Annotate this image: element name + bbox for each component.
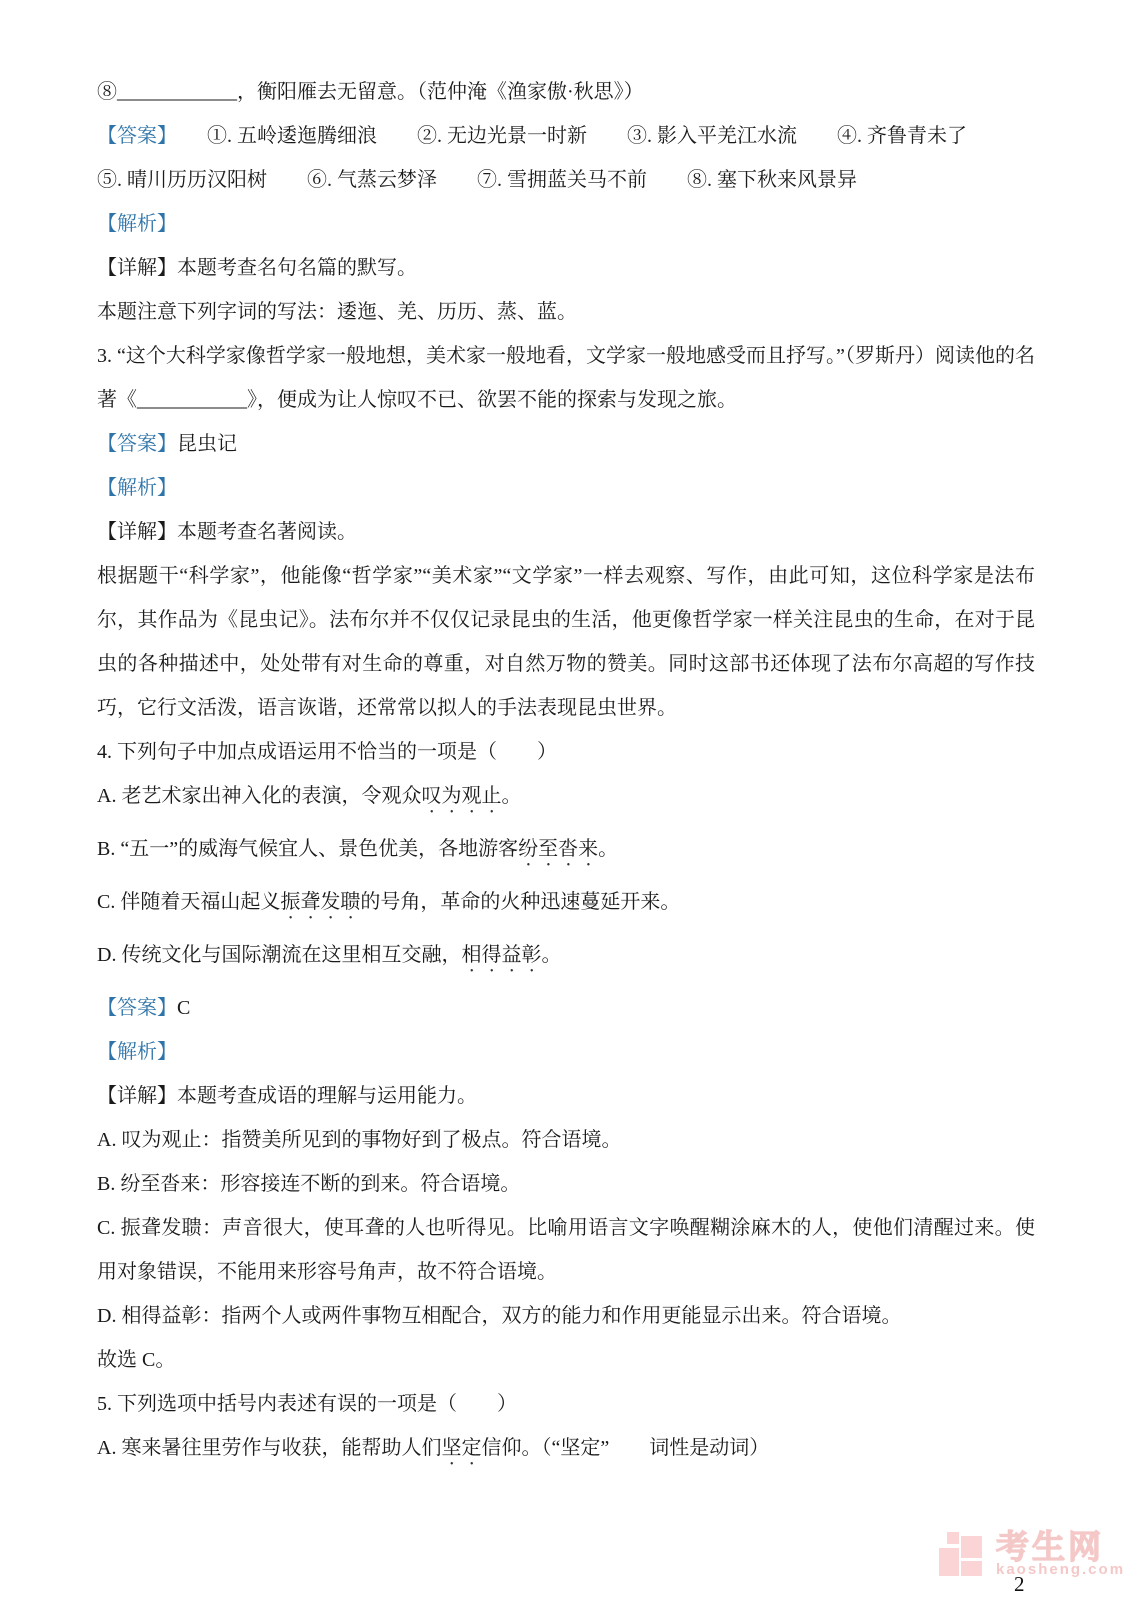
logo-block [961, 1561, 982, 1576]
text-segment: ⑧____________，衡阳雁去无留意。（范仲淹《渔家傲·秋思》） [97, 81, 644, 103]
q4-conclusion [97, 1338, 1035, 1382]
page-number: 2 [1014, 1572, 1025, 1596]
section-label: 【解析】 [97, 477, 177, 499]
q3-explanation [97, 554, 1035, 730]
text-segment: 昆虫记 [177, 433, 237, 455]
watermark-domain: kaosheng.com [996, 1561, 1126, 1578]
text-segment: 5. 下列选项中括号内表述有误的一项是（ ） [97, 1393, 517, 1415]
q4-analysis-label [97, 1030, 1035, 1074]
q4-explain-c [97, 1206, 1035, 1294]
section-label: 【答案】 [97, 997, 177, 1019]
kaosheng-watermark [938, 1528, 1126, 1582]
logo-block [961, 1536, 982, 1558]
q4-explain-b [97, 1162, 1035, 1206]
text-segment: C [177, 997, 191, 1019]
emphasized-term: 叹为观止 [421, 785, 502, 807]
emphasized-term: 坚定 [441, 1437, 482, 1459]
q2-answer-cont [97, 158, 1035, 202]
document-content [97, 70, 1035, 1479]
kaosheng-logo-icon [938, 1532, 983, 1578]
text-segment: ⑤. 晴川历历汉阳树 ⑥. 气蒸云梦泽 ⑦. 雪拥蓝关马不前 ⑧. 塞下秋来风景异 [97, 169, 857, 191]
text-segment: 的号角，革命的火种迅速蔓延开来。 [360, 891, 681, 913]
text-segment: A. 叹为观止：指赞美所见到的事物好到了极点。符合语境。 [97, 1129, 622, 1151]
watermark-brand: 考生网 [996, 1528, 1104, 1565]
q3-answer [97, 422, 1035, 466]
q3-detail [97, 510, 1035, 554]
text-segment: 信仰。（“坚定” 词性是动词） [481, 1437, 770, 1459]
emphasized-term: 振聋发聩 [280, 891, 361, 913]
section-label: 【解析】 [97, 1041, 177, 1063]
q4-option-b [97, 827, 1035, 880]
q4-explain-a [97, 1118, 1035, 1162]
q4-option-a [97, 774, 1035, 827]
q4-explain-d [97, 1294, 1035, 1338]
text-segment: 【详解】本题考查成语的理解与运用能力。 [97, 1085, 477, 1107]
logo-block [947, 1532, 959, 1544]
text-segment: C. 伴随着天福山起义 [97, 891, 281, 913]
q2-answer [97, 114, 1035, 158]
q4-option-d [97, 933, 1035, 986]
text-segment: D. 传统文化与国际潮流在这里相互交融， [97, 944, 462, 966]
text-segment: ①. 五岭逶迤腾细浪 ②. 无边光景一时新 ③. 影入平羌江水流 ④. 齐鲁青未了 [167, 125, 967, 147]
q3-analysis-label [97, 466, 1035, 510]
q2-note [97, 290, 1035, 334]
section-label: 【答案】 [97, 125, 167, 147]
q4-answer [97, 986, 1035, 1030]
q2-blank-line-8 [97, 70, 1035, 114]
q2-detail [97, 246, 1035, 290]
text-segment: 。 [501, 785, 522, 807]
q4-stem [97, 730, 1035, 774]
text-segment: 故选 C。 [97, 1349, 176, 1371]
text-segment: B. “五一”的威海气候宜人、景色优美，各地游客 [97, 838, 519, 860]
section-label: 【解析】 [97, 213, 177, 235]
text-segment: 。 [541, 944, 562, 966]
text-segment: 。 [598, 838, 619, 860]
text-segment: A. 老艺术家出神入化的表演，令观众 [97, 785, 422, 807]
emphasized-term: 纷至沓来 [518, 838, 599, 860]
text-segment: 4. 下列句子中加点成语运用不恰当的一项是（ ） [97, 741, 557, 763]
q3-stem [97, 334, 1035, 422]
text-segment: 【详解】本题考查名著阅读。 [97, 521, 357, 543]
q2-analysis-label [97, 202, 1035, 246]
emphasized-term: 相得益彰 [461, 944, 542, 966]
text-segment: 3. “这个大科学家像哲学家一般地想，美术家一般地看，文学家一般地感受而且抒写。”（罗斯丹）阅读他的名著《___________》，便成为让人惊叹不已、欲罢不能的探索与发现之旅。 [97, 345, 1035, 411]
text-segment: 【详解】本题考查名句名篇的默写。 [97, 257, 417, 279]
section-label: 【答案】 [97, 433, 177, 455]
text-segment: C. 振聋发聩：声音很大，使耳聋的人也听得见。比喻用语言文字唤醒糊涂麻木的人，使他们清醒过来。使用对象错误，不能用来形容号角声，故不符合语境。 [97, 1217, 1035, 1283]
logo-block [939, 1548, 959, 1576]
text-segment: 根据题干“科学家”，他能像“哲学家”“美术家”“文学家”一样去观察、写作，由此可知，这位科学家是法布尔，其作品为《昆虫记》。法布尔并不仅仅记录昆虫的生活，他更像哲学家一样关注昆虫的生命，在对于昆虫的各种描述中，处处带有对生命的尊重，对自然万物的赞美。同时这部书还体现了法布尔高超的写作技巧，它行文活泼，语言诙谐，还常常以拟人的手法表现昆虫世界。 [97, 565, 1035, 719]
q4-option-c [97, 880, 1035, 933]
q5-stem [97, 1382, 1035, 1426]
q4-detail [97, 1074, 1035, 1118]
text-segment: 本题注意下列字词的写法：逶迤、羌、历历、蒸、蓝。 [97, 301, 577, 323]
text-segment: A. 寒来暑往里劳作与收获，能帮助人们 [97, 1437, 442, 1459]
q5-option-a [97, 1426, 1035, 1479]
text-segment: B. 纷至沓来：形容接连不断的到来。符合语境。 [97, 1173, 521, 1195]
text-segment: D. 相得益彰：指两个人或两件事物互相配合，双方的能力和作用更能显示出来。符合语境。 [97, 1305, 902, 1327]
